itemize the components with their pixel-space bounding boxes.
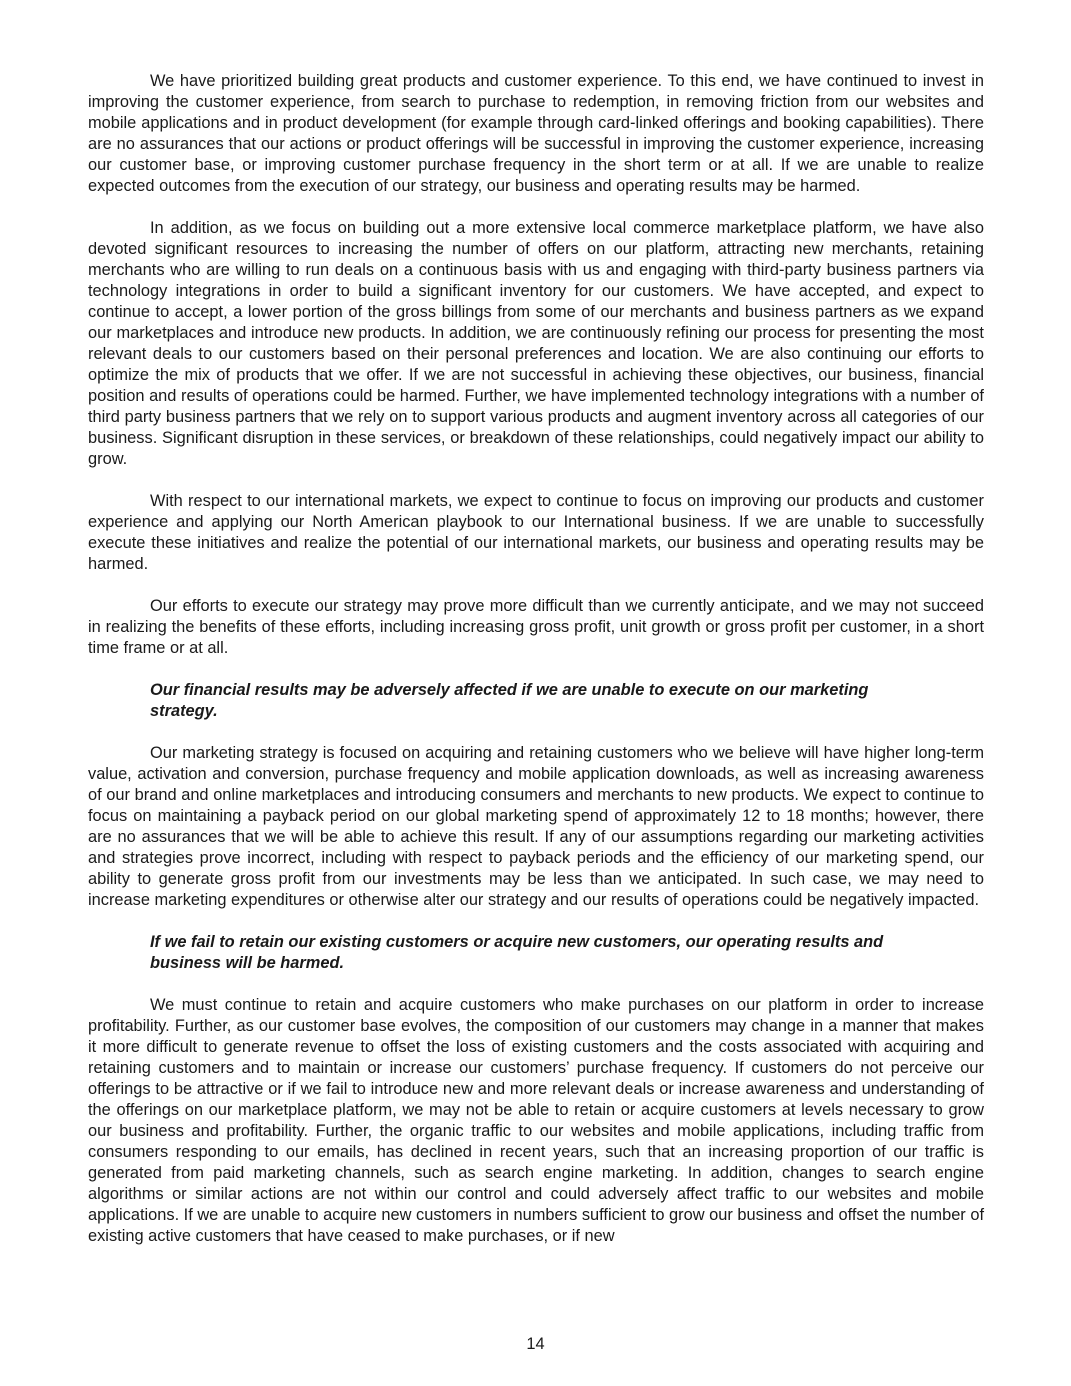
risk-heading-customer-retention: If we fail to retain our existing customers or acquire new customers, our operating results and business will be harmed. <box>150 933 884 972</box>
paragraph-marketing-strategy: Our marketing strategy is focused on acquiring and retaining customers who we believe will have higher long-term value, activation and conversion, purchase frequency and mobile application downloads, as well as increasing awareness of our brand and online marketplaces and introducing consumers and merchants to new products. We expect to continue to focus on maintaining a payback period on our global marketing spend of approximately 12 to 18 months; however, there are no assurances that we will be able to achieve this result. If any of our assumptions regarding our marketing activities and strategies prove incorrect, including with respect to payback periods and the efficiency of our marketing spend, our ability to generate gross profit from our investments may be less than we anticipated. In such case, we may need to increase marketing expenditures or otherwise alter our strategy and our results of operations could be negatively impacted. <box>88 744 984 909</box>
paragraph-customer-retention: We must continue to retain and acquire customers who make purchases on our platform in order to increase profitability. Further, as our customer base evolves, the composition of our customers may change in a manner that makes it more difficult to generate revenue to offset the loss of existing customers and the costs associated with acquiring and retaining customers and to maintain or increase our customers’ purchase frequency. If customers do not perceive our offerings to be attractive or if we fail to introduce new and more relevant deals or increase awareness and understanding of the offerings on our marketplace platform, we may not be able to retain or acquire customers at levels necessary to grow our business and profitability. Further, the organic traffic to our websites and mobile applications, including traffic from consumers responding to our emails, has declined in recent years, such that an increasing proportion of our traffic is generated from paid marketing channels, such as search engine marketing. In addition, changes to search engine algorithms or similar actions are not within our control and could adversely affect traffic to our websites and mobile applications. If we are unable to acquire new customers in numbers sufficient to grow our business and offset the number of existing active customers that have ceased to make purchases, or if new <box>88 996 984 1245</box>
document-page <box>88 71 984 1268</box>
risk-heading-marketing-strategy: Our financial results may be adversely affected if we are unable to execute on our marketing strategy. <box>150 681 869 720</box>
page-number: 14 <box>526 1335 545 1353</box>
paragraph-product-priorities: We have prioritized building great products and customer experience. To this end, we have continued to invest in improving the customer experience, from search to purchase to redemption, in removing friction from our websites and mobile applications and in product development (for example through card-linked offerings and booking capabilities). There are no assurances that our actions or product offerings will be successful in improving the customer experience, increasing our customer base, or improving customer purchase frequency in the short term or at all. If we are unable to realize expected outcomes from the execution of our strategy, our business and operating results may be harmed. <box>88 72 984 195</box>
paragraph-marketplace-platform: In addition, as we focus on building out a more extensive local commerce marketplace platform, we have also devoted significant resources to increasing the number of offers on our platform, attracting new merchants, retaining merchants who are willing to run deals on a continuous basis with us and engaging with third-party business partners via technology integrations in order to build a significant inventory for our customers. We have accepted, and expect to continue to accept, a lower portion of the gross billings from some of our merchants and business partners as we expand our marketplaces and introduce new products. In addition, we are continuously refining our process for presenting the most relevant deals to our customers based on their personal preferences and location. We are also continuing our efforts to optimize the mix of products that we offer. If we are not successful in achieving these objectives, our business, financial position and results of operations could be harmed. Further, we have implemented technology integrations with a number of third party business partners that we rely on to support various products and augment inventory across all categories of our business. Significant disruption in these services, or breakdown of these relationships, could negatively impact our ability to grow. <box>88 219 984 468</box>
paragraph-strategy-difficulty: Our efforts to execute our strategy may prove more difficult than we currently anticipate, and we may not succeed in realizing the benefits of these efforts, including increasing gross profit, unit growth or gross profit per customer, in a short time frame or at all. <box>88 597 984 657</box>
paragraph-international-markets: With respect to our international markets, we expect to continue to focus on improving our products and customer experience and applying our North American playbook to our International business. If we are unable to successfully execute these initiatives and realize the potential of our international markets, our business and operating results may be harmed. <box>88 492 984 573</box>
